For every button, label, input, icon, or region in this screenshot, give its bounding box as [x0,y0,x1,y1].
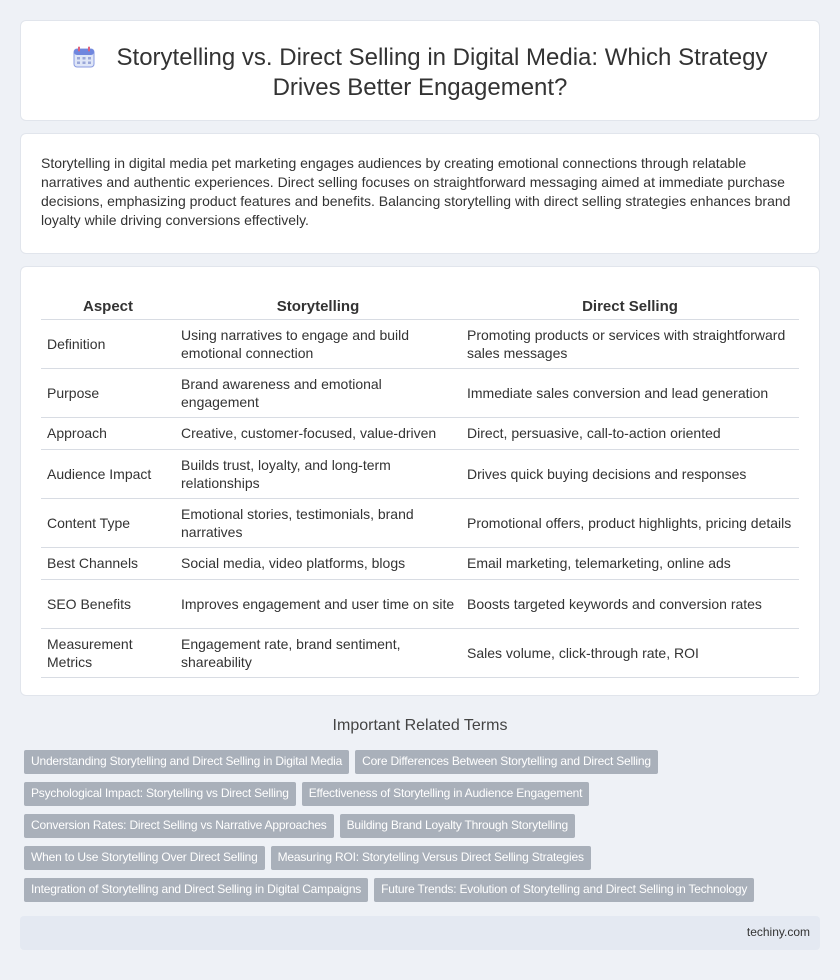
table-row [41,319,799,368]
aspect-cell: Definition [41,319,175,368]
aspect-cell: Approach [41,417,175,449]
related-terms-list [24,750,820,910]
intro-paragraph: Storytelling in digital media pet marketing engages audiences by creating emotional connections through relatable narratives and authentic experiences. Direct selling focuses on straightforward messaging aimed at immediate purchase decisions, emphasizing product features and benefits. Balancing storytelling with direct selling strategies enhances brand loyalty while driving conversions effectively. [41,155,791,228]
direct-selling-cell: Sales volume, click-through rate, ROI [461,628,799,677]
tag-row [24,814,820,846]
related-term-tag[interactable]: Psychological Impact: Storytelling vs Direct Selling [24,782,296,806]
direct-selling-cell: Drives quick buying decisions and responses [461,449,799,498]
aspect-cell: Content Type [41,498,175,547]
direct-selling-cell: Boosts targeted keywords and conversion rates [461,579,799,628]
aspect-cell: SEO Benefits [41,579,175,628]
intro-card [20,133,820,254]
related-term-tag[interactable]: Future Trends: Evolution of Storytelling and Direct Selling in Technology [374,878,754,902]
aspect-cell: Purpose [41,368,175,417]
storytelling-cell: Improves engagement and user time on site [175,579,461,628]
related-term-tag[interactable]: Understanding Storytelling and Direct Selling in Digital Media [24,750,349,774]
related-term-tag[interactable]: Conversion Rates: Direct Selling vs Narrative Approaches [24,814,334,838]
comparison-table [41,295,799,678]
tag-row [24,782,820,814]
direct-selling-cell: Promoting products or services with straightforward sales messages [461,319,799,368]
table-row [41,417,799,449]
related-term-tag[interactable]: Effectiveness of Storytelling in Audience Engagement [302,782,590,806]
page-title: Storytelling vs. Direct Selling in Digital Media: Which Strategy Drives Better Engagement? [116,44,768,101]
footer-site-link[interactable]: techiny.com [746,925,810,939]
related-term-tag[interactable]: When to Use Storytelling Over Direct Selling [24,846,265,870]
storytelling-cell: Brand awareness and emotional engagement [175,368,461,417]
calendar-icon [73,46,95,68]
storytelling-cell: Builds trust, loyalty, and long-term relationships [175,449,461,498]
table-header-row [41,295,799,319]
header-card [20,20,820,121]
storytelling-cell: Emotional stories, testimonials, brand narratives [175,498,461,547]
storytelling-cell: Creative, customer-focused, value-driven [175,417,461,449]
footer [20,916,820,950]
aspect-cell: Best Channels [41,547,175,579]
direct-selling-cell: Immediate sales conversion and lead generation [461,368,799,417]
table-row [41,579,799,628]
table-row [41,628,799,677]
tag-row [24,846,820,878]
page-title-wrap [21,43,819,103]
table-row [41,547,799,579]
table-row [41,498,799,547]
related-term-tag[interactable]: Core Differences Between Storytelling and Direct Selling [355,750,658,774]
aspect-cell: Audience Impact [41,449,175,498]
header-direct-selling: Direct Selling [461,295,799,319]
direct-selling-cell: Email marketing, telemarketing, online ads [461,547,799,579]
related-terms-heading: Important Related Terms [332,717,508,734]
table-row [41,368,799,417]
direct-selling-cell: Direct, persuasive, call-to-action oriented [461,417,799,449]
header-aspect: Aspect [41,295,175,319]
related-term-tag[interactable]: Integration of Storytelling and Direct Selling in Digital Campaigns [24,878,368,902]
related-term-tag[interactable]: Measuring ROI: Storytelling Versus Direct Selling Strategies [271,846,591,870]
aspect-cell: Measurement Metrics [41,628,175,677]
comparison-table-card [20,266,820,696]
storytelling-cell: Using narratives to engage and build emotional connection [175,319,461,368]
related-term-tag[interactable]: Building Brand Loyalty Through Storytelling [340,814,575,838]
table-row [41,449,799,498]
tag-row [24,750,820,782]
storytelling-cell: Social media, video platforms, blogs [175,547,461,579]
direct-selling-cell: Promotional offers, product highlights, pricing details [461,498,799,547]
tag-row [24,878,820,910]
storytelling-cell: Engagement rate, brand sentiment, shareability [175,628,461,677]
header-storytelling: Storytelling [175,295,461,319]
